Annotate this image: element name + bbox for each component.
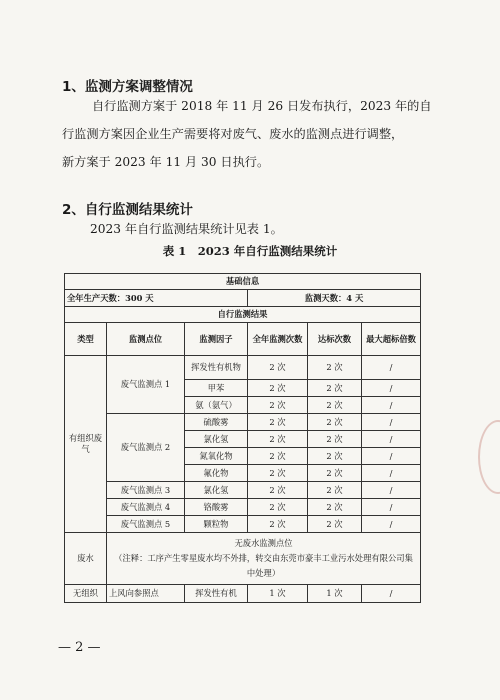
factor-cell: 铬酸雾: [185, 499, 248, 516]
factor-cell: 挥发性有机: [185, 585, 248, 603]
factor-cell: 氯化氢: [185, 431, 248, 448]
wastewater-note: [107, 533, 421, 585]
point-2: 废气监测点 2: [107, 414, 185, 482]
pass-cell: 2 次: [308, 448, 362, 465]
times-cell: 2 次: [248, 356, 308, 380]
pass-cell: 1 次: [308, 585, 362, 603]
max-cell: /: [362, 414, 421, 431]
section1-heading: 1、监测方案调整情况: [62, 79, 193, 95]
point-3: 废气监测点 3: [107, 482, 185, 499]
times-cell: 2 次: [248, 380, 308, 397]
point-5: 废气监测点 5: [107, 516, 185, 533]
times-cell: 2 次: [248, 516, 308, 533]
factor-cell: 氮氧化物: [185, 448, 248, 465]
factor-cell: 硫酸雾: [185, 414, 248, 431]
factor-cell: 氟化物: [185, 465, 248, 482]
point-1: 废气监测点 1: [107, 356, 185, 414]
max-cell: /: [362, 482, 421, 499]
point-upwind: 上风向参照点: [107, 585, 185, 603]
pass-cell: 2 次: [308, 482, 362, 499]
wastewater-line1: 无废水监测点位: [234, 538, 293, 548]
section2-heading: 2、自行监测结果统计: [62, 202, 193, 218]
pass-cell: 2 次: [308, 516, 362, 533]
header-max: 最大超标倍数: [362, 323, 421, 356]
page-number: — 2 —: [58, 640, 101, 655]
max-cell: /: [362, 380, 421, 397]
header-type: 类型: [65, 323, 107, 356]
max-cell: /: [362, 585, 421, 603]
point-4: 废气监测点 4: [107, 499, 185, 516]
times-cell: 2 次: [248, 414, 308, 431]
max-cell: /: [362, 499, 421, 516]
header-pass: 达标次数: [308, 323, 362, 356]
pass-cell: 2 次: [308, 356, 362, 380]
section1-para-line1: 自行监测方案于 2018 年 11 月 26 日发布执行，2023 年的自: [92, 99, 432, 113]
monitoring-results-table: [64, 273, 421, 603]
times-cell: 2 次: [248, 482, 308, 499]
production-days: 全年生产天数：300 天: [65, 290, 248, 307]
max-cell: /: [362, 397, 421, 414]
max-cell: /: [362, 356, 421, 380]
results-title: 自行监测结果: [65, 307, 421, 323]
max-cell: /: [362, 465, 421, 482]
times-cell: 2 次: [248, 448, 308, 465]
max-cell: /: [362, 431, 421, 448]
times-cell: 2 次: [248, 431, 308, 448]
max-cell: /: [362, 516, 421, 533]
basic-info-title: 基础信息: [65, 274, 421, 290]
pass-cell: 2 次: [308, 499, 362, 516]
times-cell: 2 次: [248, 397, 308, 414]
factor-cell: 氯化氢: [185, 482, 248, 499]
factor-cell: 氨（氨气）: [185, 397, 248, 414]
section2-para: 2023 年自行监测结果统计见表 1。: [90, 222, 283, 236]
table-caption: 表 1 2023 年自行监测结果统计: [162, 244, 338, 258]
header-point: 监测点位: [107, 323, 185, 356]
pass-cell: 2 次: [308, 465, 362, 482]
header-times: 全年监测次数: [248, 323, 308, 356]
seal-stamp-edge: [478, 420, 500, 494]
times-cell: 2 次: [248, 465, 308, 482]
max-cell: /: [362, 448, 421, 465]
factor-cell: 颗粒物: [185, 516, 248, 533]
section1-para-line3: 新方案于 2023 年 11 月 30 日执行。: [62, 155, 270, 169]
times-cell: 1 次: [248, 585, 308, 603]
type-wastewater: 废水: [65, 533, 107, 585]
times-cell: 2 次: [248, 499, 308, 516]
monitoring-days: 监测天数：4 天: [248, 290, 421, 307]
type-organized: 有组织废气: [65, 356, 107, 533]
header-factor: 监测因子: [185, 323, 248, 356]
pass-cell: 2 次: [308, 380, 362, 397]
wastewater-line2: （注释：工序产生零星废水均不外排，转交由东莞市豪丰工业污水处理有限公司集中处理）: [114, 553, 413, 578]
factor-cell: 挥发性有机物: [185, 356, 248, 380]
section1-para-line2: 行监测方案因企业生产需要将对废气、废水的监测点进行调整，: [62, 127, 404, 141]
type-unorganized: 无组织: [65, 585, 107, 603]
factor-cell: 甲苯: [185, 380, 248, 397]
pass-cell: 2 次: [308, 431, 362, 448]
pass-cell: 2 次: [308, 397, 362, 414]
pass-cell: 2 次: [308, 414, 362, 431]
